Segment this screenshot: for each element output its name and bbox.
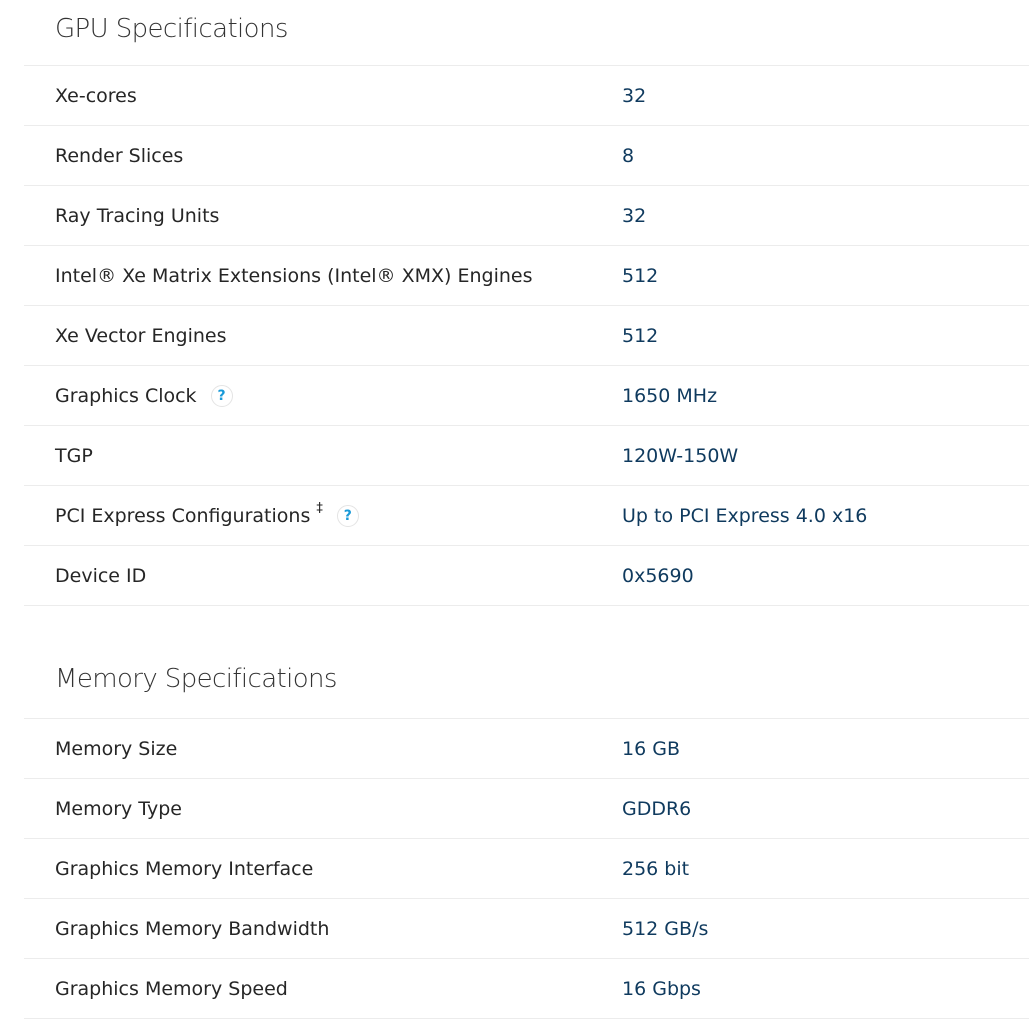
spec-label: Ray Tracing Units [55, 204, 220, 227]
spec-label: Device ID [55, 564, 147, 587]
spec-row-tgp [24, 426, 1029, 486]
spec-value: 512 [622, 264, 659, 287]
spec-value: 1650 MHz [622, 384, 718, 407]
spec-label: Xe-cores [55, 84, 137, 107]
spec-row-memory-size [24, 719, 1029, 779]
spec-value: 120W-150W [622, 444, 739, 467]
spec-row-memory-type [24, 779, 1029, 839]
spec-row-xmx-engines [24, 246, 1029, 306]
spec-value: Up to PCI Express 4.0 x16 [622, 504, 868, 527]
spec-row-graphics-clock [24, 366, 1029, 426]
help-circle-icon[interactable]: ? [337, 505, 359, 527]
help-circle-icon[interactable]: ? [211, 385, 233, 407]
spec-row-render-slices [24, 126, 1029, 186]
spec-label: Memory Type [55, 797, 182, 820]
spec-value: GDDR6 [622, 797, 692, 820]
gpu-specifications-section [24, 16, 1029, 606]
spec-label: Memory Size [55, 737, 178, 760]
spec-value: 32 [622, 204, 647, 227]
spec-row-memory-interface [24, 839, 1029, 899]
spec-label: Xe Vector Engines [55, 324, 227, 347]
spec-label: Graphics Memory Interface [55, 857, 314, 880]
spec-value: 16 GB [622, 737, 680, 760]
spec-value: 0x5690 [622, 564, 694, 587]
spec-value: 8 [622, 144, 635, 167]
spec-value: 32 [622, 84, 647, 107]
spec-row-pci-express [24, 486, 1029, 546]
spec-label: Graphics Memory Bandwidth [55, 917, 330, 940]
spec-value: 512 [622, 324, 659, 347]
spec-label: Intel® Xe Matrix Extensions (Intel® XMX) Engines [55, 264, 533, 287]
memory-specifications-title: Memory Specifications [55, 664, 337, 694]
spec-label: Graphics Clock ? [24, 385, 622, 407]
memory-specifications-section [24, 666, 1029, 1019]
spec-row-ray-tracing-units [24, 186, 1029, 246]
footnote-marker[interactable]: ‡ [316, 501, 323, 516]
spec-label: TGP [55, 444, 93, 467]
spec-value: 512 GB/s [622, 917, 709, 940]
gpu-specifications-title: GPU Specifications [55, 14, 288, 44]
spec-row-device-id [24, 546, 1029, 606]
spec-row-memory-speed [24, 959, 1029, 1019]
spec-label: PCI Express Configurations ‡ ? [24, 505, 622, 527]
spec-label: Graphics Memory Speed [55, 977, 288, 1000]
spec-value: 256 bit [622, 857, 690, 880]
spec-row-memory-bandwidth [24, 899, 1029, 959]
spec-label: Render Slices [55, 144, 184, 167]
spec-row-xe-cores [24, 66, 1029, 126]
memory-specifications-table [24, 718, 1029, 1019]
gpu-specifications-table [24, 65, 1029, 606]
spec-row-vector-engines [24, 306, 1029, 366]
spec-value: 16 Gbps [622, 977, 701, 1000]
